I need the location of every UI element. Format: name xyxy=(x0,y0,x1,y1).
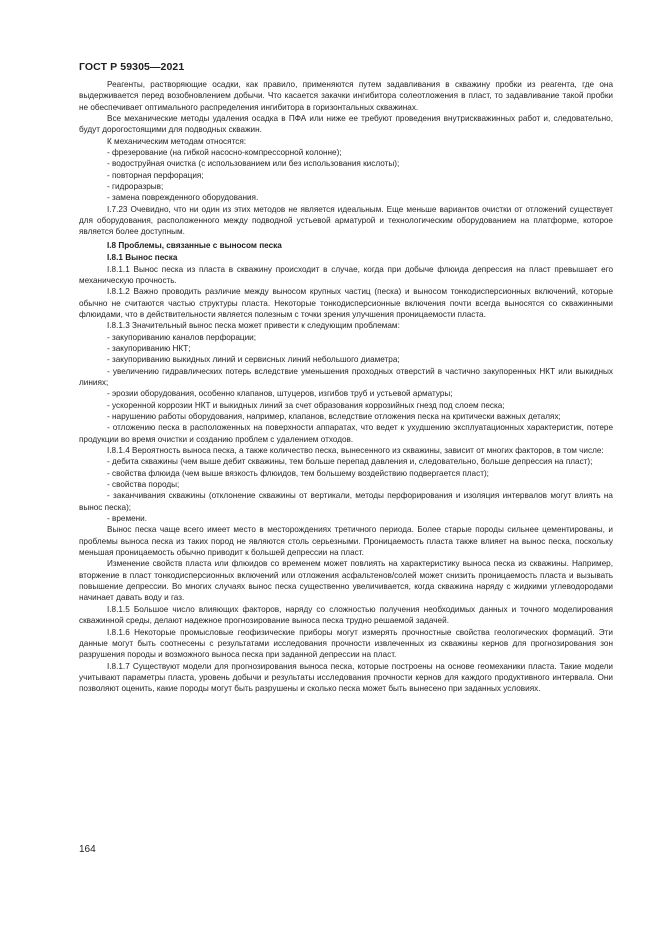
list-item: - свойства породы; xyxy=(107,480,180,490)
document-body xyxy=(79,79,613,695)
list-item: - закупориванию НКТ; xyxy=(107,343,191,353)
paragraph: I.8.1.5 Большое число влияющих факторов, наряду со сложностью получения необходимых данных и точного моделирования скважинной среды, делают надежное прогнозирование выноса песка трудно решаемой задачей. xyxy=(79,604,613,626)
paragraph: Вынос песка чаще всего имеет место в месторождениях третичного периода. Более старые породы сильнее цементированы, и проблемы выноса песка из таких пород не являются столь серьезными. Проницаемость пласта также влияет на вынос песка, поскольку меньшая проницаемость обычно приводит к большей депрессии на пласт. xyxy=(79,525,613,558)
list-item: - закупориванию каналов перфорации; xyxy=(107,332,256,342)
list-item: - гидроразрыв; xyxy=(107,182,164,192)
subsection-heading: I.8.1 Вынос песка xyxy=(107,253,178,263)
paragraph: Все механические методы удаления осадка в ПФА или ниже ее требуют проведения внутрискважинных работ и, следовательно, будут дорогостоящими для подводных скважин. xyxy=(79,114,613,135)
document-header: ГОСТ Р 59305—2021 xyxy=(79,61,185,73)
list-item: - водоструйная очистка (с использованием или без использования кислоты); xyxy=(107,159,400,169)
paragraph: I.8.1.3 Значительный вынос песка может привести к следующим проблемам: xyxy=(107,321,400,331)
list-item: - свойства флюида (чем выше вязкость флюидов, тем большему воздействию подвергается пласт); xyxy=(107,468,489,478)
list-item: - фрезерование (на гибкой насосно-компрессорной колонне); xyxy=(107,148,342,158)
paragraph: I.8.1.2 Важно проводить различие между выносом крупных частиц (песка) и выносом тонкодисперсионных включений, которые обычно не считаются частью структуры пласта. Некоторые тонкодисперсионные включения почти всегда выносятся со скважинными флюидами, что в действительности является полезным с точки зрения улучшения проницаемости пласта. xyxy=(79,287,613,319)
paragraph: I.8.1.1 Вынос песка из пласта в скважину происходит в случае, когда при добыче флюида депрессия на пласт превышает его механическую прочность. xyxy=(79,264,613,285)
list-item: - эрозии оборудования, особенно клапанов, штуцеров, изгибов труб и устьевой арматуры; xyxy=(107,389,453,399)
list-item: - времени. xyxy=(107,514,148,524)
list-item: - закупориванию выкидных линий и сервисных линий небольшого диаметра; xyxy=(107,355,400,365)
list-item: - ускоренной коррозии НКТ и выкидных линий за счет образования коррозийных гнезд под слоем песка; xyxy=(107,400,505,410)
paragraph: К механическим методам относятся: xyxy=(107,136,247,146)
list-item: - отложению песка в расположенных на поверхности аппаратах, что ведет к ухудшению эксплуатационных характеристик, потере продукции во время очистки и созданию проблем с удалением отходов. xyxy=(79,423,613,444)
paragraph: I.8.1.4 Вероятность выноса песка, а также количество песка, вынесенного из скважины, зависит от многих факторов, в том числе: xyxy=(107,446,604,455)
list-item: - увеличению гидравлических потерь вследствие уменьшения проходных отверстий в частично закупоренных НКТ или выкидных линиях; xyxy=(79,366,613,387)
page-number: 164 xyxy=(79,844,96,855)
list-item: - дебита скважины (чем выше дебит скважины, тем больше перепад давления и, следовательно, больше депрессия на пласт); xyxy=(107,457,593,467)
paragraph: Реагенты, растворяющие осадки, как правило, применяются путем задавливания в скважину пробки из реагента, где она выдерживается перед возобновлением добычи. Что касается закачки ингибитора солеотложения в пласт, то задавливание такой пробки не обеспечивает оптимального распределения ингибитора в горизонтальных скважинах. xyxy=(79,80,613,112)
list-item: - повторная перфорация; xyxy=(107,170,204,180)
list-item: - заканчивания скважины (отклонение скважины от вертикали, методы перфорирования и изоляция интервалов могут влиять на вынос песка); xyxy=(79,491,613,512)
paragraph: Изменение свойств пласта или флюидов со временем может повлиять на характеристику выноса песка из скважины. Например, вторжение в пласт тонкодисперсионных включений или отложения асфальтенов/солей может снизить проницаемость пласта и вызывать повышение депрессии. Во многих случаях вынос песка существенно увеличивается, когда скважина наряду с жидкими углеводородами начинает давать воду и газ. xyxy=(79,559,613,603)
paragraph: I.7.23 Очевидно, что ни один из этих методов не является идеальным. Еще меньше вариантов очистки от отложений существует для оборудования, расположенного между подводной устьевой арматурой и технологическим оборудованием на платформе, которое является более доступным. xyxy=(79,204,613,237)
list-item: - нарушению работы оборудования, например, клапанов, вследствие отложения песка на критически важных деталях; xyxy=(107,411,561,421)
section-heading: I.8 Проблемы, связанные с выносом песка xyxy=(107,240,282,250)
paragraph: I.8.1.7 Существуют модели для прогнозирования выноса песка, которые построены на основе геомеханики пласта. Такие модели учитывают параметры пласта, уровень добычи и результаты исследования прочности кернов для каждого продуктивного интервала. Они позволяют оценить, какие породы могут быть разрушены и сколько песка может быть вынесено при заданных условиях. xyxy=(79,661,613,694)
paragraph: I.8.1.6 Некоторые промысловые геофизические приборы могут измерять прочностные свойства геологических формаций. Эти данные могут быть соотнесены с результатами исследования прочности извлеченных из скважины кернов для прогнозирования зон разрушения породы и возможного выноса песка при заданной депрессии на пласт. xyxy=(79,627,613,660)
list-item: - замена поврежденного оборудования. xyxy=(107,193,259,203)
